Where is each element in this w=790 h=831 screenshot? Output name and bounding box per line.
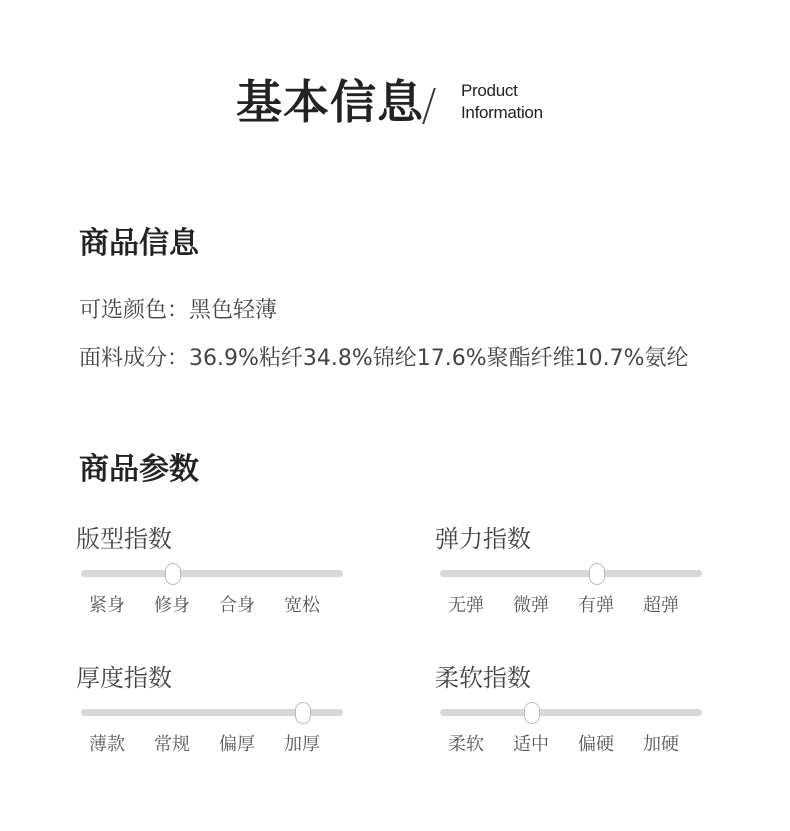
product-params-heading: 商品参数 [79,452,199,487]
product-info-heading: 商品信息 [79,226,199,261]
param-options [76,732,356,760]
param-options [76,593,356,621]
fabric-info: 面料成分：36.9%粘纤34.8%锦纶17.6%聚酯纤维10.7%氨纶 [79,346,689,371]
color-info: 可选颜色：黑色轻薄 [79,298,278,323]
param-option: 有弹 [578,595,614,616]
page-header [0,72,790,132]
param-slider-knob[interactable] [524,702,540,724]
param-option: 薄款 [89,734,125,755]
param-thickness [76,662,356,782]
param-option: 超弹 [643,595,679,616]
param-option: 适中 [513,734,549,755]
param-option: 柔软 [448,734,484,755]
param-fit [76,523,356,643]
param-options [435,593,715,621]
param-track [440,570,702,577]
param-name: 柔软指数 [435,664,531,692]
param-options [435,732,715,760]
param-name: 厚度指数 [76,664,172,692]
page-subtitle [461,80,543,124]
param-option: 偏厚 [219,734,255,755]
param-name: 弹力指数 [435,525,531,553]
param-slider-knob[interactable] [165,563,181,585]
param-option: 无弹 [448,595,484,616]
param-softness [435,662,715,782]
param-option: 修身 [154,595,190,616]
param-option: 加硬 [643,734,679,755]
subtitle-line-1: Product [461,81,518,100]
param-option: 加厚 [284,734,320,755]
param-option: 微弹 [513,595,549,616]
param-track [81,570,343,577]
param-elasticity [435,523,715,643]
param-option: 偏硬 [578,734,614,755]
param-name: 版型指数 [76,525,172,553]
title-divider [422,88,436,124]
param-option: 紧身 [89,595,125,616]
param-option: 宽松 [284,595,320,616]
subtitle-line-2: Information [461,103,543,122]
page-title: 基本信息 [236,75,424,129]
param-slider-knob[interactable] [589,563,605,585]
param-option: 常规 [154,734,190,755]
param-slider-knob[interactable] [295,702,311,724]
param-option: 合身 [219,595,255,616]
param-track [440,709,702,716]
